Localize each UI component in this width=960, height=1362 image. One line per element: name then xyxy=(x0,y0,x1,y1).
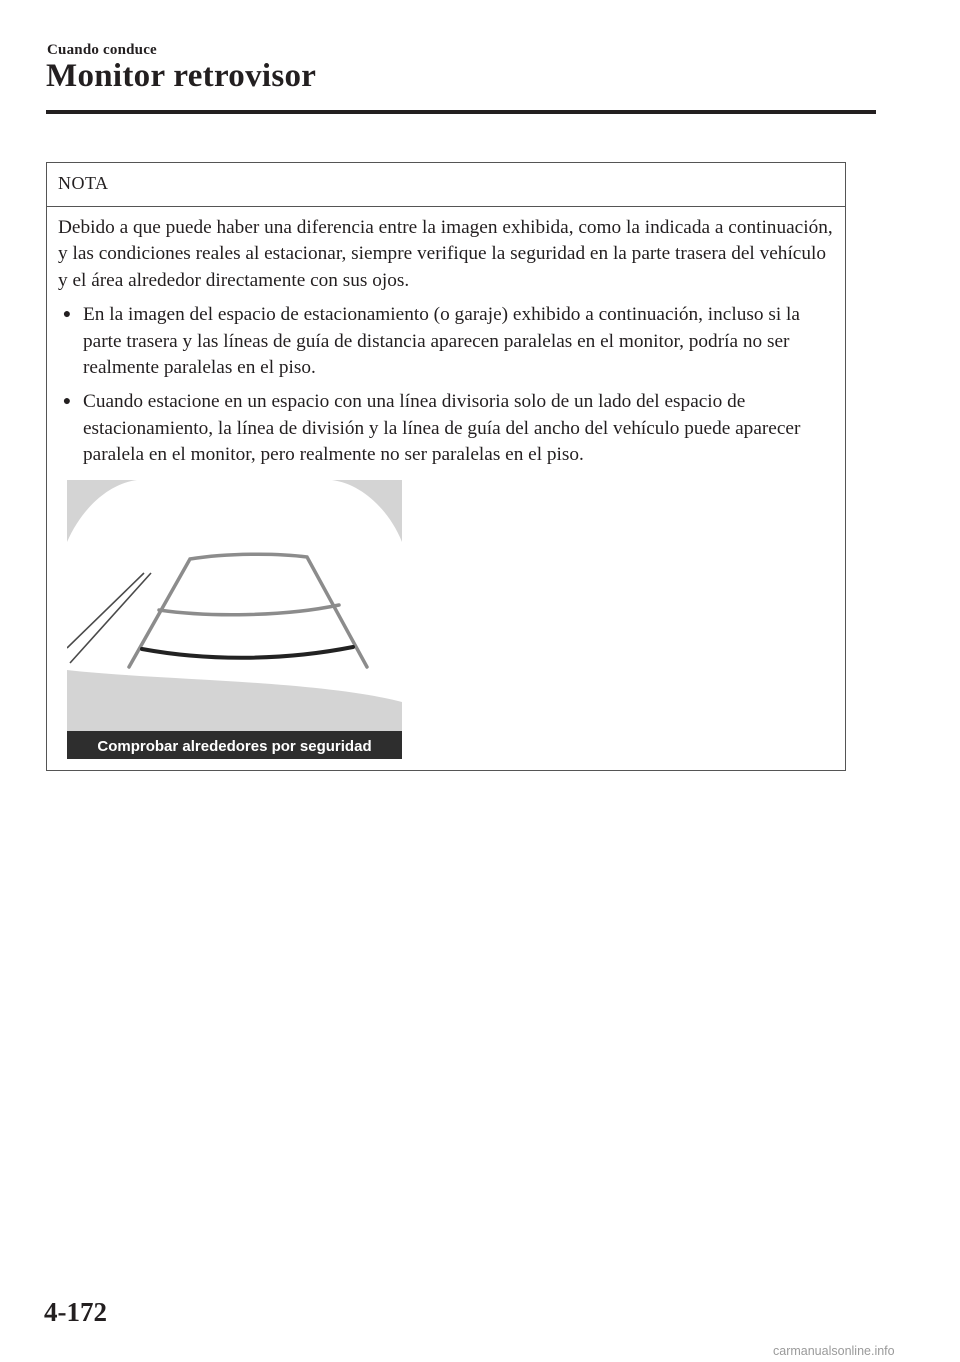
note-bullet-list xyxy=(58,302,833,468)
bullet-text: Cuando estacione en un espacio con una línea divisoria solo de un lado del espacio de estacionamiento, la línea de división y la línea de guía del ancho del vehículo puede aparecer paralela en el monitor, pero realmente no ser paralelas en el piso. xyxy=(83,391,801,466)
note-bullet-item xyxy=(58,389,833,468)
note-box xyxy=(46,162,846,771)
distance-guide-line xyxy=(142,647,353,658)
bullet-text: En la imagen del espacio de estacionamiento (o garaje) exhibido a continuación, incluso si la parte trasera y las líneas de guía de distancia aparecen paralelas en el monitor, podría no ser realmente paralelas en el piso. xyxy=(83,304,800,379)
bullet-icon: ● xyxy=(62,307,72,323)
note-intro: Debido a que puede haber una diferencia entre la imagen exhibida, como la indicada a continuación, y las condiciones reales al estacionar, siempre verifique la seguridad en la parte trasera del vehículo y el área alrededor directamente con sus ojos. xyxy=(58,217,833,291)
page-number: 4-172 xyxy=(44,1297,107,1327)
note-heading: NOTA xyxy=(47,163,845,207)
title-rule xyxy=(46,110,876,114)
page-title: Monitor retrovisor xyxy=(46,58,317,94)
note-bullet-item xyxy=(58,302,833,381)
rear-monitor-illustration xyxy=(67,480,402,759)
footer-watermark: carmanualsonline.info xyxy=(773,1344,895,1358)
monitor-mask xyxy=(67,480,402,759)
note-body xyxy=(47,207,845,469)
bullet-icon: ● xyxy=(62,394,72,410)
section-label: Cuando conduce xyxy=(47,42,157,58)
monitor-caption: Comprobar alrededores por seguridad xyxy=(97,738,372,755)
